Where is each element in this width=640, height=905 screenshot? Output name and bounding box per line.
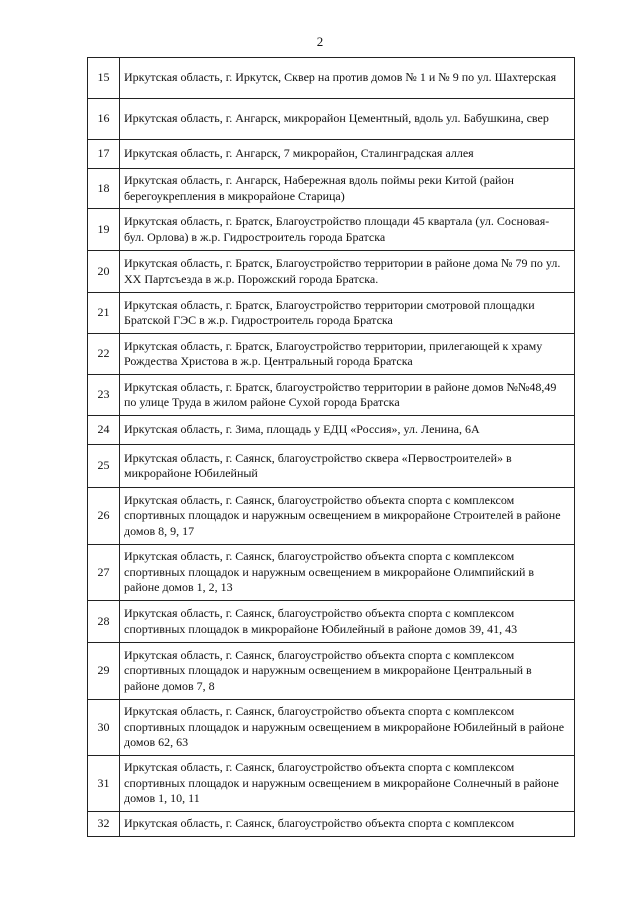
row-text: Иркутская область, г. Братск, Благоустройство территории, прилегающей к храму Рождества Христова в ж.р. Центральный города Братска [120, 334, 575, 375]
table-body [88, 58, 575, 837]
row-text: Иркутская область, г. Братск, Благоустройство территории смотровой площадки Братской ГЭС в ж.р. Гидростроитель города Братска [120, 293, 575, 334]
table-row [88, 169, 575, 209]
table-row [88, 601, 575, 643]
row-text: Иркутская область, г. Иркутск, Сквер на против домов № 1 и № 9 по ул. Шахтерская [120, 58, 575, 99]
row-text: Иркутская область, г. Ангарск, Набережная вдоль поймы реки Китой (район берегоукрепления в микрорайоне Старица) [120, 169, 575, 209]
row-text: Иркутская область, г. Саянск, благоустройство объекта спорта с комплексом спортивных площадок в микрорайоне Юбилейный в районе домов 39, 41, 43 [120, 601, 575, 643]
table-row [88, 488, 575, 545]
table-row [88, 58, 575, 99]
row-number: 21 [88, 293, 120, 334]
row-number: 24 [88, 416, 120, 445]
table-row [88, 812, 575, 837]
row-number: 31 [88, 756, 120, 812]
row-number: 30 [88, 700, 120, 756]
table-row [88, 756, 575, 812]
row-text: Иркутская область, г. Саянск, благоустройство сквера «Первостроителей» в микрорайоне Юбилейный [120, 445, 575, 488]
row-text: Иркутская область, г. Саянск, благоустройство объекта спорта с комплексом [120, 812, 575, 837]
row-number: 29 [88, 643, 120, 700]
table-row [88, 251, 575, 293]
table-row [88, 140, 575, 169]
row-text: Иркутская область, г. Саянск, благоустройство объекта спорта с комплексом спортивных площадок и наружным освещением в микрорайоне Олимпийский в районе домов 1, 2, 13 [120, 545, 575, 601]
row-text: Иркутская область, г. Братск, Благоустройство территории в районе дома № 79 по ул. XX Партсъезда в ж.р. Порожский города Братска. [120, 251, 575, 293]
row-text: Иркутская область, г. Саянск, благоустройство объекта спорта с комплексом спортивных площадок и наружным освещением в микрорайоне Строителей в районе домов 8, 9, 17 [120, 488, 575, 545]
row-text: Иркутская область, г. Саянск, благоустройство объекта спорта с комплексом спортивных площадок и наружным освещением в микрорайоне Солнечный в районе домов 1, 10, 11 [120, 756, 575, 812]
row-number: 28 [88, 601, 120, 643]
row-number: 17 [88, 140, 120, 169]
row-number: 27 [88, 545, 120, 601]
table-row [88, 700, 575, 756]
row-number: 22 [88, 334, 120, 375]
row-number: 32 [88, 812, 120, 837]
row-text: Иркутская область, г. Братск, благоустройство территории в районе домов №№48,49 по улице Труда в жилом районе Сухой города Братска [120, 375, 575, 416]
row-number: 25 [88, 445, 120, 488]
table-row [88, 293, 575, 334]
row-number: 26 [88, 488, 120, 545]
table-row [88, 445, 575, 488]
row-number: 23 [88, 375, 120, 416]
row-text: Иркутская область, г. Ангарск, микрорайон Цементный, вдоль ул. Бабушкина, свер [120, 99, 575, 140]
row-number: 19 [88, 209, 120, 251]
table-row [88, 99, 575, 140]
row-number: 18 [88, 169, 120, 209]
table-row [88, 545, 575, 601]
table-row [88, 334, 575, 375]
row-text: Иркутская область, г. Зима, площадь у ЕДЦ «Россия», ул. Ленина, 6А [120, 416, 575, 445]
row-number: 20 [88, 251, 120, 293]
table-row [88, 416, 575, 445]
table-row [88, 209, 575, 251]
table-row [88, 643, 575, 700]
row-text: Иркутская область, г. Саянск, благоустройство объекта спорта с комплексом спортивных площадок и наружным освещением в микрорайоне Центральный в районе домов 7, 8 [120, 643, 575, 700]
row-text: Иркутская область, г. Ангарск, 7 микрорайон, Сталинградская аллея [120, 140, 575, 169]
row-number: 15 [88, 58, 120, 99]
row-text: Иркутская область, г. Саянск, благоустройство объекта спорта с комплексом спортивных площадок и наружным освещением в микрорайоне Юбилейный в районе домов 62, 63 [120, 700, 575, 756]
row-text: Иркутская область, г. Братск, Благоустройство площади 45 квартала (ул. Сосновая-бул. Орлова) в ж.р. Гидростроитель города Братска [120, 209, 575, 251]
table-row [88, 375, 575, 416]
page-number: 2 [316, 34, 324, 49]
locations-table [87, 57, 575, 837]
row-number: 16 [88, 99, 120, 140]
